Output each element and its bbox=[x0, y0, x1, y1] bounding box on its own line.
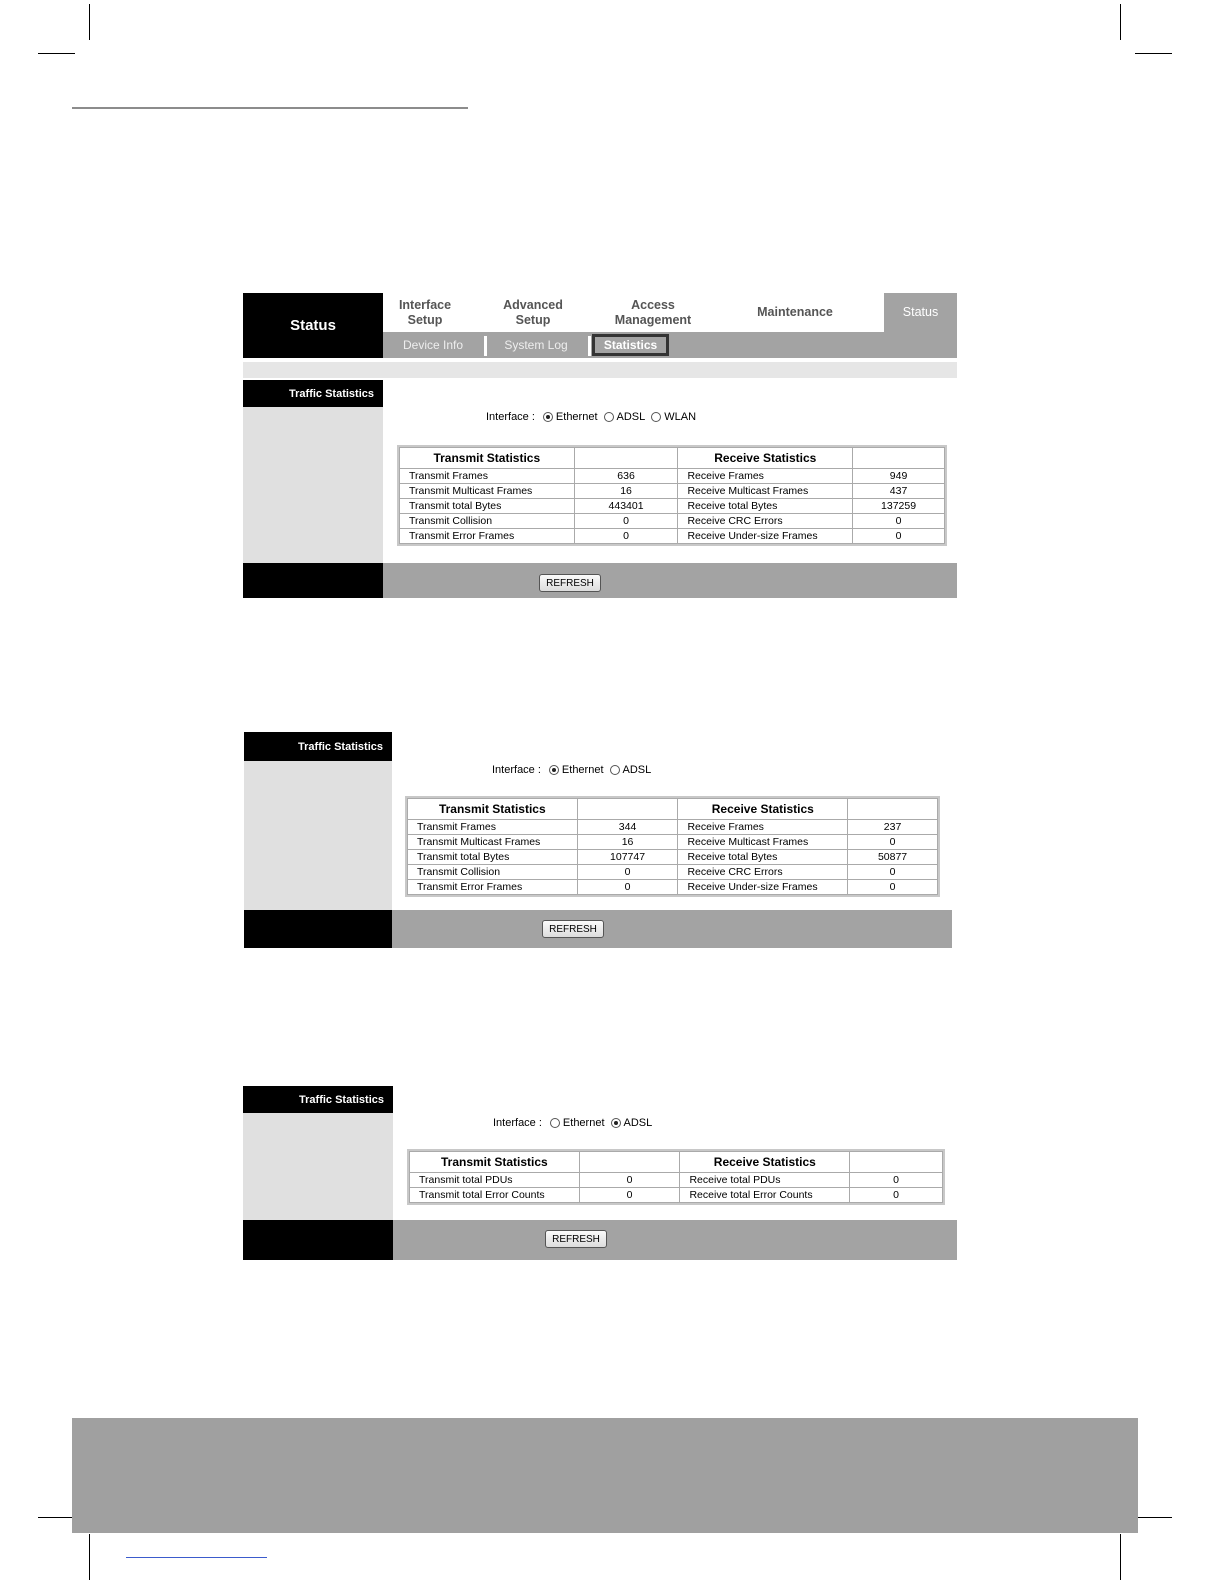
crop-mark bbox=[1135, 1517, 1172, 1518]
radio-adsl[interactable] bbox=[610, 764, 652, 776]
interface-selector bbox=[493, 1117, 658, 1129]
main-menu bbox=[383, 293, 957, 332]
table-header-row bbox=[408, 799, 938, 820]
cell-value: 107747 bbox=[577, 850, 678, 865]
interface-label: Interface : bbox=[493, 1117, 542, 1129]
radio-wlan[interactable] bbox=[651, 411, 696, 423]
table-row bbox=[400, 514, 945, 529]
cell-value: 0 bbox=[574, 514, 678, 529]
cell-label: Receive Frames bbox=[678, 820, 848, 835]
header-blank bbox=[848, 799, 938, 820]
interface-selector bbox=[486, 411, 702, 423]
footer-bar bbox=[383, 563, 957, 598]
cell-value: 636 bbox=[574, 469, 678, 484]
cell-value: 0 bbox=[579, 1173, 680, 1188]
cell-value: 0 bbox=[579, 1188, 680, 1203]
cell-label: Receive Frames bbox=[678, 469, 853, 484]
cell-value: 949 bbox=[853, 469, 945, 484]
cell-value: 16 bbox=[577, 835, 678, 850]
submenu-label: System Log bbox=[504, 338, 568, 352]
cell-value: 0 bbox=[848, 865, 938, 880]
radio-icon bbox=[610, 765, 620, 775]
header-transmit: Transmit Statistics bbox=[410, 1152, 580, 1173]
cell-label: Receive Under-size Frames bbox=[678, 529, 853, 544]
cell-value: 0 bbox=[574, 529, 678, 544]
radio-adsl[interactable] bbox=[604, 411, 646, 423]
cell-label: Receive Multicast Frames bbox=[678, 835, 848, 850]
radio-label: WLAN bbox=[664, 411, 697, 423]
header-blank bbox=[577, 799, 678, 820]
cell-label: Transmit Error Frames bbox=[400, 529, 575, 544]
radio-selected-icon bbox=[611, 1118, 621, 1128]
refresh-button[interactable]: REFRESH bbox=[545, 1230, 607, 1248]
footer-bar bbox=[392, 910, 952, 948]
footer-left bbox=[243, 563, 383, 598]
cell-label: Transmit Error Frames bbox=[408, 880, 578, 895]
cell-value: 437 bbox=[853, 484, 945, 499]
crop-mark bbox=[1120, 1534, 1121, 1580]
table-row bbox=[400, 499, 945, 514]
submenu-divider bbox=[484, 336, 487, 356]
cell-value: 0 bbox=[850, 1188, 943, 1203]
table-row bbox=[408, 865, 938, 880]
crop-mark bbox=[1135, 53, 1172, 54]
crop-mark bbox=[89, 1534, 90, 1580]
section-title: Traffic Statistics bbox=[244, 732, 392, 761]
menu-label: Maintenance bbox=[757, 305, 833, 319]
status-panel bbox=[243, 293, 957, 598]
cell-label: Transmit total PDUs bbox=[410, 1173, 580, 1188]
radio-label: Ethernet bbox=[555, 411, 598, 423]
menu-label: Access Management bbox=[614, 297, 692, 327]
crop-mark bbox=[1120, 4, 1121, 40]
radio-ethernet[interactable] bbox=[543, 411, 598, 423]
table-header-row bbox=[410, 1152, 943, 1173]
traffic-panel-adsl bbox=[243, 1086, 957, 1260]
radio-ethernet[interactable] bbox=[549, 764, 604, 776]
header-transmit: Transmit Statistics bbox=[400, 448, 575, 469]
cell-label: Receive CRC Errors bbox=[678, 865, 848, 880]
stats-table bbox=[407, 798, 938, 895]
cell-label: Receive CRC Errors bbox=[678, 514, 853, 529]
radio-icon bbox=[604, 412, 614, 422]
header-blank bbox=[579, 1152, 680, 1173]
footer-left bbox=[243, 1220, 393, 1260]
cell-label: Receive total Bytes bbox=[678, 850, 848, 865]
cell-value: 0 bbox=[577, 865, 678, 880]
table-row bbox=[408, 880, 938, 895]
cell-label: Transmit Multicast Frames bbox=[400, 484, 575, 499]
sidebar bbox=[243, 407, 383, 563]
cell-label: Transmit Collision bbox=[408, 865, 578, 880]
table-row bbox=[408, 820, 938, 835]
table-row bbox=[400, 529, 945, 544]
section-title: Traffic Statistics bbox=[243, 1086, 393, 1113]
traffic-panel-ethernet bbox=[244, 732, 952, 948]
page-footer-bar bbox=[72, 1418, 1138, 1533]
header-blank bbox=[853, 448, 945, 469]
crop-mark bbox=[38, 53, 75, 54]
cell-value: 0 bbox=[848, 880, 938, 895]
sub-menu bbox=[383, 332, 957, 358]
cell-value: 0 bbox=[853, 514, 945, 529]
header-transmit: Transmit Statistics bbox=[408, 799, 578, 820]
header-blank bbox=[850, 1152, 943, 1173]
header-blank bbox=[574, 448, 678, 469]
crop-mark bbox=[89, 4, 90, 40]
submenu-system-log[interactable] bbox=[495, 336, 577, 354]
radio-icon bbox=[550, 1118, 560, 1128]
submenu-device-info[interactable] bbox=[395, 336, 471, 354]
table-header-row bbox=[400, 448, 945, 469]
cell-value: 0 bbox=[848, 835, 938, 850]
table-row bbox=[400, 484, 945, 499]
table-row bbox=[408, 835, 938, 850]
cell-label: Transmit Multicast Frames bbox=[408, 835, 578, 850]
menu-label: Status bbox=[902, 305, 939, 319]
footer-left bbox=[244, 910, 392, 948]
interface-label: Interface : bbox=[486, 411, 535, 423]
stats-table bbox=[409, 1151, 943, 1203]
cell-value: 443401 bbox=[574, 499, 678, 514]
menu-advanced-setup[interactable] bbox=[481, 293, 585, 332]
radio-selected-icon bbox=[543, 412, 553, 422]
sidebar bbox=[243, 1113, 393, 1220]
cell-label: Transmit total Error Counts bbox=[410, 1188, 580, 1203]
cell-value: 16 bbox=[574, 484, 678, 499]
cell-value: 0 bbox=[850, 1173, 943, 1188]
menu-interface-setup[interactable] bbox=[383, 293, 467, 332]
radio-selected-icon bbox=[549, 765, 559, 775]
cell-value: 50877 bbox=[848, 850, 938, 865]
interface-label: Interface : bbox=[492, 764, 541, 776]
footer-link-underline bbox=[126, 1557, 267, 1558]
cell-label: Receive Multicast Frames bbox=[678, 484, 853, 499]
brand-status: Status bbox=[243, 293, 383, 358]
header-receive: Receive Statistics bbox=[680, 1152, 850, 1173]
stats-table bbox=[399, 447, 945, 544]
sidebar bbox=[244, 761, 392, 910]
cell-label: Receive Under-size Frames bbox=[678, 880, 848, 895]
menu-maintenance[interactable] bbox=[733, 293, 857, 332]
cell-value: 237 bbox=[848, 820, 938, 835]
crop-mark bbox=[38, 1517, 75, 1518]
table-row bbox=[410, 1188, 943, 1203]
cell-value: 0 bbox=[577, 880, 678, 895]
cell-value: 344 bbox=[577, 820, 678, 835]
section-title: Traffic Statistics bbox=[243, 380, 383, 407]
cell-label: Receive total PDUs bbox=[680, 1173, 850, 1188]
cell-label: Transmit Collision bbox=[400, 514, 575, 529]
table-row bbox=[400, 469, 945, 484]
radio-icon bbox=[651, 412, 661, 422]
radio-adsl[interactable] bbox=[611, 1117, 653, 1129]
header-rule bbox=[72, 107, 468, 109]
cell-label: Transmit total Bytes bbox=[408, 850, 578, 865]
header-receive: Receive Statistics bbox=[678, 799, 848, 820]
cell-label: Receive total Bytes bbox=[678, 499, 853, 514]
cell-label: Transmit Frames bbox=[400, 469, 575, 484]
submenu-label: Statistics bbox=[603, 338, 658, 352]
table-row bbox=[410, 1173, 943, 1188]
table-row bbox=[408, 850, 938, 865]
cell-label: Transmit total Bytes bbox=[400, 499, 575, 514]
footer-bar bbox=[393, 1220, 957, 1260]
radio-label: ADSL bbox=[616, 411, 646, 423]
radio-label: ADSL bbox=[622, 764, 652, 776]
menu-status[interactable] bbox=[884, 293, 957, 332]
radio-label: Ethernet bbox=[562, 1117, 605, 1129]
cell-label: Transmit Frames bbox=[408, 820, 578, 835]
radio-label: Ethernet bbox=[561, 764, 604, 776]
cell-value: 137259 bbox=[853, 499, 945, 514]
menu-label: Advanced Setup bbox=[503, 297, 563, 327]
submenu-statistics[interactable] bbox=[592, 334, 669, 356]
cell-value: 0 bbox=[853, 529, 945, 544]
submenu-divider bbox=[588, 336, 591, 356]
interface-selector bbox=[492, 764, 657, 776]
radio-label: ADSL bbox=[623, 1117, 653, 1129]
menu-label: Interface Setup bbox=[398, 297, 452, 327]
spacer-band bbox=[243, 362, 957, 378]
header-receive: Receive Statistics bbox=[678, 448, 853, 469]
menu-access-management[interactable] bbox=[597, 293, 709, 332]
radio-ethernet[interactable] bbox=[550, 1117, 605, 1129]
refresh-button[interactable]: REFRESH bbox=[539, 574, 601, 592]
submenu-label: Device Info bbox=[402, 338, 464, 352]
refresh-button[interactable]: REFRESH bbox=[542, 920, 604, 938]
cell-label: Receive total Error Counts bbox=[680, 1188, 850, 1203]
